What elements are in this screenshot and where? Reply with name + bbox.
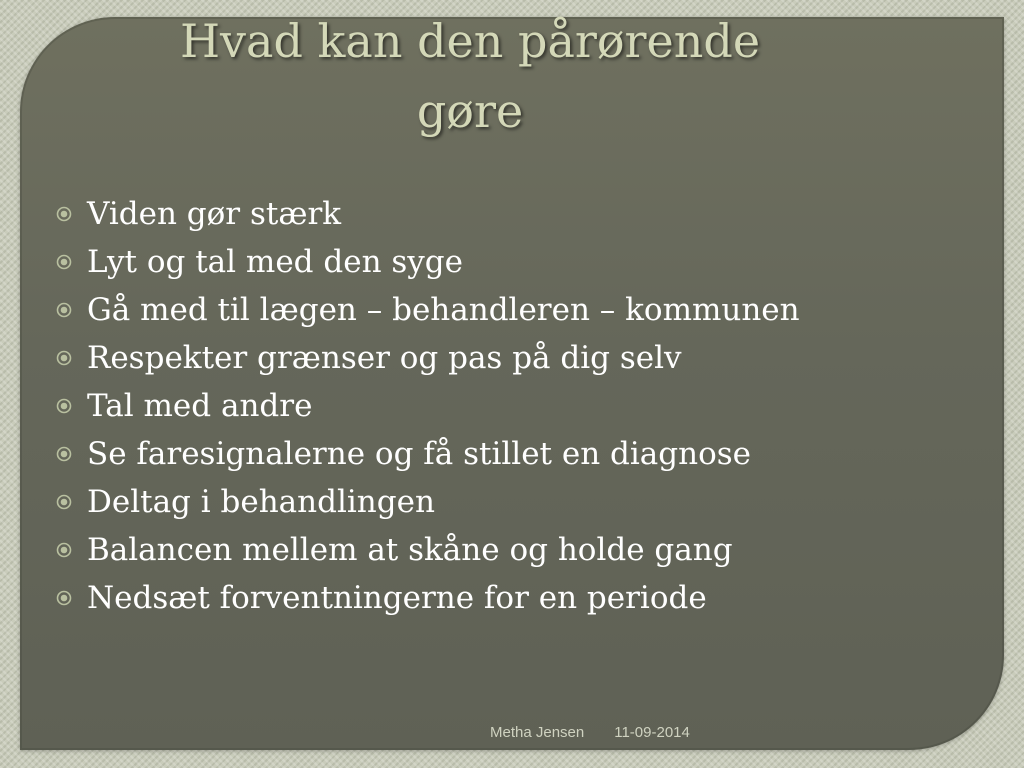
circle-target-icon [56,254,72,270]
bullet-item [56,382,800,430]
slide-title-line1: Hvad kan den pårørende [179,14,761,68]
bullet-list [56,190,800,622]
bullet-text: Nedsæt forventningerne for en periode [87,580,707,616]
bullet-text: Balancen mellem at skåne og holde gang [87,532,733,568]
slide-footer [490,724,690,741]
footer-author: Metha Jensen [490,724,585,741]
bullet-item [56,574,800,622]
bullet-item [56,190,800,238]
bullet-text: Deltag i behandlingen [87,484,435,520]
circle-target-icon [56,206,72,222]
bullet-item [56,430,800,478]
bullet-item [56,286,800,334]
bullet-item [56,478,800,526]
circle-target-icon [56,590,72,606]
bullet-item [56,526,800,574]
slide-title-line2: gøre [416,84,524,138]
bullet-text: Gå med til lægen – behandleren – kommunen [87,292,800,328]
circle-target-icon [56,350,72,366]
bullet-item [56,334,800,382]
bullet-text: Lyt og tal med den syge [87,244,463,280]
bullet-text: Viden gør stærk [87,196,342,232]
footer-date: 11-09-2014 [614,724,690,741]
slide-title [60,6,880,146]
circle-target-icon [56,398,72,414]
circle-target-icon [56,302,72,318]
bullet-text: Tal med andre [87,388,313,424]
bullet-item [56,238,800,286]
bullet-text: Se faresignalerne og få stillet en diagnose [87,436,751,472]
circle-target-icon [56,542,72,558]
bullet-text: Respekter grænser og pas på dig selv [87,340,682,376]
circle-target-icon [56,494,72,510]
circle-target-icon [56,446,72,462]
